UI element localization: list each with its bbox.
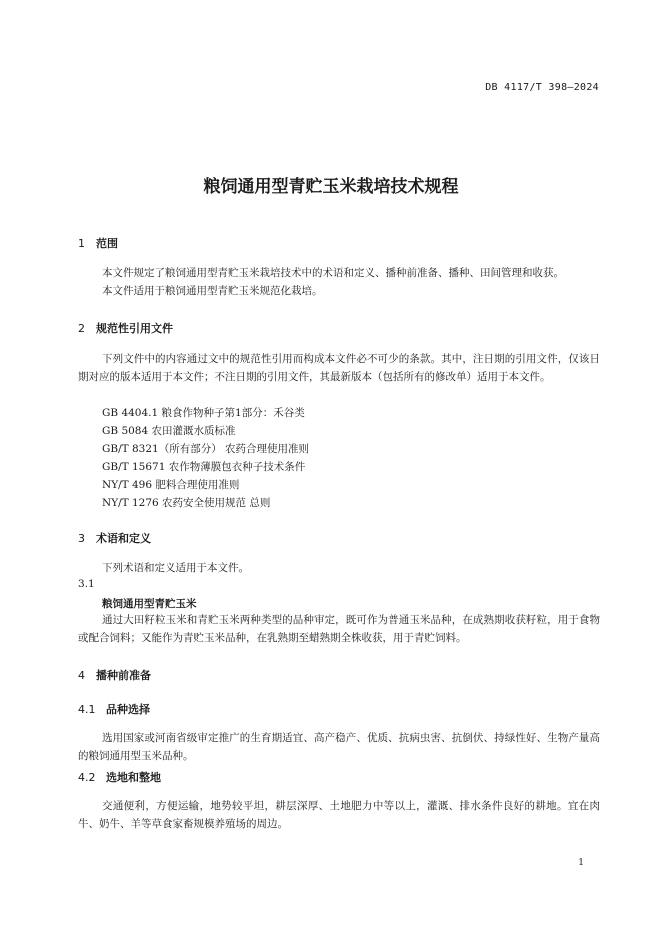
section-number: 4 (78, 669, 85, 682)
document-title: 粮饲通用型青贮玉米栽培技术规程 (203, 177, 459, 197)
reference-item: GB 5084 农田灌溉水质标准 (102, 425, 236, 437)
reference-item: NY/T 1276 农药安全使用规范 总则 (102, 497, 271, 509)
section-3-heading (78, 530, 151, 546)
section-1-heading (78, 235, 118, 251)
term-name: 粮饲通用型青贮玉米 (102, 598, 197, 610)
section-title: 播种前准备 (96, 669, 151, 682)
paragraph: 交通便利，方便运输，地势较平坦，耕层深厚、土地肥力中等以上，灌溉、排水条件良好的耕地。宜在肉牛、奶牛、羊等草食家畜规模养殖场的周边。 (78, 800, 600, 830)
section-title: 规范性引用文件 (96, 322, 173, 335)
section-title: 范围 (96, 237, 118, 250)
subsection-4-2-heading (78, 769, 161, 785)
page-number: 1 (578, 858, 584, 868)
section-2-heading (78, 320, 173, 336)
section-number: 2 (78, 322, 85, 335)
reference-item: GB/T 8321（所有部分） 农药合理使用准则 (102, 443, 310, 455)
section-4-heading (78, 667, 151, 683)
standard-code: DB 4117/T 398—2024 (485, 82, 599, 93)
reference-item: NY/T 496 肥料合理使用准则 (102, 479, 240, 491)
reference-item: GB 4404.1 粮食作物种子第1部分：禾谷类 (102, 407, 305, 419)
section-number: 3 (78, 532, 85, 545)
paragraph: 本文件适用于粮饲通用型青贮玉米规范化栽培。 (102, 285, 323, 297)
paragraph: 下列术语和定义适用于本文件。 (102, 562, 249, 574)
term-definition: 通过大田籽粒玉米和青贮玉米两种类型的品种审定，既可作为普通玉米品种，在成熟期收获籽粒，用于食物或配合饲料；又能作为青贮玉米品种，在乳熟期至蜡熟期全株收获，用于青贮饲料。 (78, 614, 600, 644)
section-number: 1 (78, 237, 85, 250)
subsection-title: 选地和整地 (106, 771, 161, 784)
paragraph: 下列文件中的内容通过文中的规范性引用而构成本文件必不可少的条款。其中，注日期的引用文件，仅该日期对应的版本适用于本文件；不注日期的引用文件，其最新版本（包括所有的修改单）适用于本文件。 (78, 353, 600, 383)
section-title: 术语和定义 (96, 532, 151, 545)
subsection-title: 品种选择 (106, 703, 150, 716)
subsection-number: 4.2 (78, 771, 96, 784)
paragraph: 选用国家或河南省级审定推广的生育期适宜、高产稳产、优质、抗病虫害、抗倒伏、持绿性好、生物产量高的粮饲通用型玉米品种。 (78, 732, 600, 762)
subsection-4-1-heading (78, 701, 150, 717)
subsection-number: 4.1 (78, 703, 96, 716)
reference-item: GB/T 15671 农作物薄膜包衣种子技术条件 (102, 461, 306, 473)
paragraph: 本文件规定了粮饲通用型青贮玉米栽培技术中的术语和定义、播种前准备、播种、田间管理和收获。 (102, 267, 564, 279)
term-number: 3.1 (78, 578, 95, 590)
